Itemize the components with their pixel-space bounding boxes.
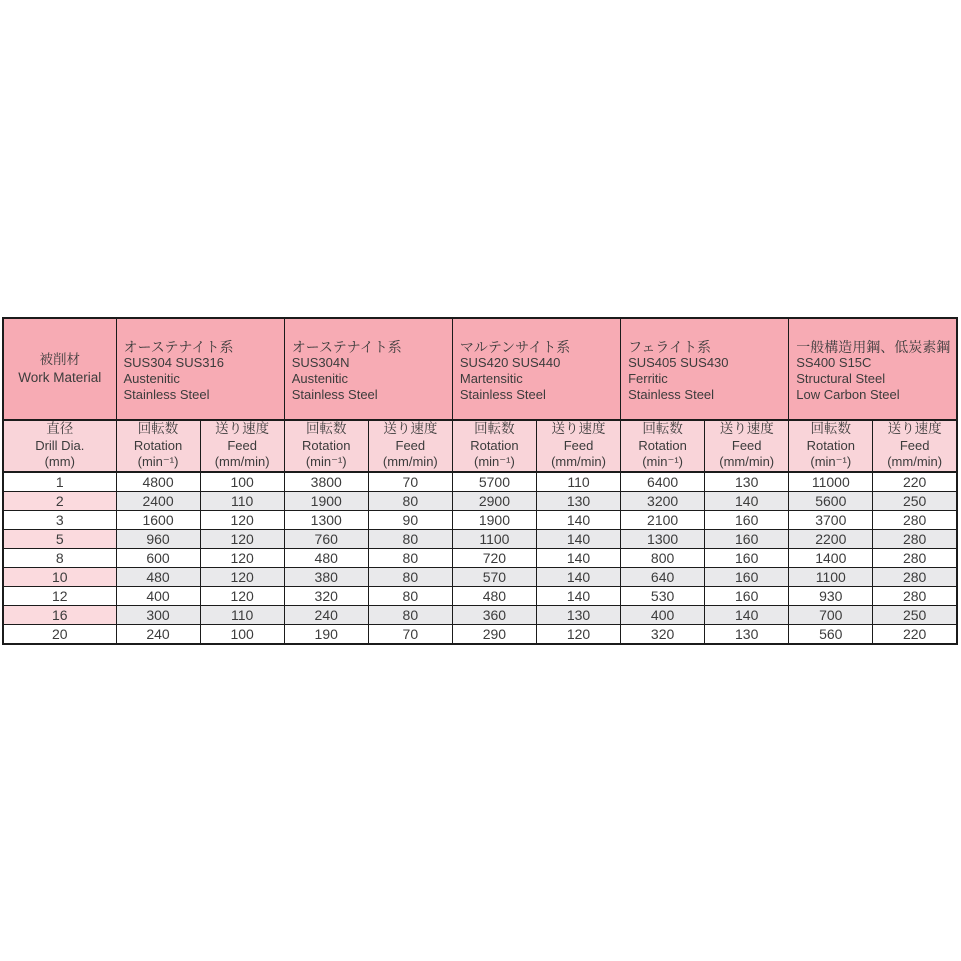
value-cell: 140 — [536, 549, 620, 568]
value-cell: 160 — [705, 568, 789, 587]
material-jp: フェライト系 — [628, 339, 711, 355]
value-cell: 800 — [621, 549, 705, 568]
value-cell: 70 — [368, 472, 452, 492]
material-en2: Stainless Steel — [291, 387, 378, 402]
material-codes: SUS405 SUS430 — [628, 355, 729, 370]
value-cell: 720 — [452, 549, 536, 568]
value-cell: 480 — [116, 568, 200, 587]
material-en2: Stainless Steel — [459, 387, 546, 402]
value-cell: 250 — [873, 606, 957, 625]
value-cell: 130 — [536, 606, 620, 625]
material-en1: Austenitic — [291, 371, 349, 386]
subheader-diameter — [3, 420, 116, 472]
rotation-unit: (min⁻¹) — [810, 454, 852, 470]
rotation-en: Rotation — [133, 437, 183, 453]
table-row — [3, 606, 957, 625]
rotation-jp: 回転数 — [305, 421, 347, 437]
value-cell: 700 — [789, 606, 873, 625]
value-cell: 120 — [200, 568, 284, 587]
rotation-unit: (min⁻¹) — [305, 454, 347, 470]
value-cell: 1300 — [284, 511, 368, 530]
value-cell: 280 — [873, 587, 957, 606]
material-en1: Structural Steel — [796, 371, 886, 386]
value-cell: 90 — [368, 511, 452, 530]
material-jp: 一般構造用鋼、低炭素鋼 — [796, 339, 951, 355]
value-cell: 4800 — [116, 472, 200, 492]
table-row — [3, 492, 957, 511]
value-cell: 2900 — [452, 492, 536, 511]
value-cell: 160 — [705, 530, 789, 549]
material-jp: マルテンサイト系 — [459, 339, 571, 355]
value-cell: 120 — [200, 530, 284, 549]
value-cell: 1100 — [452, 530, 536, 549]
value-cell: 120 — [536, 625, 620, 645]
value-cell: 240 — [116, 625, 200, 645]
material-en1: Martensitic — [459, 371, 523, 386]
rotation-en: Rotation — [806, 437, 855, 453]
table-row — [3, 587, 957, 606]
value-cell: 80 — [368, 606, 452, 625]
material-header-ss400 — [789, 318, 957, 420]
material-en1: Ferritic — [628, 371, 668, 386]
value-cell: 480 — [284, 549, 368, 568]
rotation-jp: 回転数 — [474, 421, 515, 437]
value-cell: 5700 — [452, 472, 536, 492]
feed-en: Feed — [395, 437, 426, 453]
rotation-jp: 回転数 — [137, 421, 179, 437]
value-cell: 2100 — [621, 511, 705, 530]
value-cell: 190 — [284, 625, 368, 645]
material-codes: SUS304 SUS316 — [123, 355, 224, 370]
value-cell: 5600 — [789, 492, 873, 511]
subheader-feed — [873, 420, 957, 472]
value-cell: 3800 — [284, 472, 368, 492]
material-header-row — [3, 318, 957, 420]
table-row — [3, 625, 957, 645]
value-cell: 130 — [536, 492, 620, 511]
subheader-rotation — [116, 420, 200, 472]
value-cell: 140 — [536, 568, 620, 587]
feed-unit: (mm/min) — [887, 454, 943, 470]
value-cell: 640 — [621, 568, 705, 587]
feed-en: Feed — [227, 437, 257, 453]
table-row — [3, 549, 957, 568]
value-cell: 400 — [116, 587, 200, 606]
rotation-unit: (min⁻¹) — [642, 454, 683, 470]
table-row — [3, 530, 957, 549]
value-cell: 320 — [284, 587, 368, 606]
value-cell: 140 — [705, 606, 789, 625]
value-cell: 120 — [200, 587, 284, 606]
value-cell: 400 — [621, 606, 705, 625]
material-header-sus304n — [284, 318, 452, 420]
value-cell: 2400 — [116, 492, 200, 511]
value-cell: 160 — [705, 511, 789, 530]
rotation-jp: 回転数 — [810, 421, 852, 437]
value-cell: 1900 — [452, 511, 536, 530]
dia-cell: 12 — [3, 587, 116, 606]
feed-en: Feed — [899, 437, 930, 453]
material-codes: SUS304N — [291, 355, 350, 370]
value-cell: 11000 — [789, 472, 873, 492]
subheader-feed — [705, 420, 789, 472]
value-cell: 220 — [873, 472, 957, 492]
dia-unit: (mm) — [44, 454, 75, 470]
dia-cell: 5 — [3, 530, 116, 549]
drill-spec-table — [2, 317, 958, 645]
value-cell: 140 — [705, 492, 789, 511]
value-cell: 560 — [789, 625, 873, 645]
value-cell: 140 — [536, 530, 620, 549]
rotation-unit: (min⁻¹) — [474, 454, 515, 470]
value-cell: 320 — [621, 625, 705, 645]
value-cell: 280 — [873, 530, 957, 549]
material-codes: SUS420 SUS440 — [459, 355, 561, 370]
value-cell: 1300 — [621, 530, 705, 549]
subheader-feed — [368, 420, 452, 472]
value-cell: 130 — [705, 472, 789, 492]
corner-jp: 被削材 — [39, 352, 80, 367]
subheader-feed — [200, 420, 284, 472]
feed-jp: 送り速度 — [383, 421, 438, 437]
subheader-rotation — [789, 420, 873, 472]
dia-en: Drill Dia. — [35, 437, 85, 453]
material-header-sus304 — [116, 318, 284, 420]
rotation-en: Rotation — [302, 437, 351, 453]
subheader-rotation — [621, 420, 705, 472]
value-cell: 6400 — [621, 472, 705, 492]
value-cell: 280 — [873, 568, 957, 587]
table-row — [3, 472, 957, 492]
subheader-rotation — [284, 420, 368, 472]
dia-cell: 8 — [3, 549, 116, 568]
value-cell: 80 — [368, 530, 452, 549]
column-header-row — [3, 420, 957, 472]
feed-en: Feed — [563, 437, 594, 453]
value-cell: 160 — [705, 587, 789, 606]
value-cell: 1600 — [116, 511, 200, 530]
material-en1: Austenitic — [123, 371, 180, 386]
feed-en: Feed — [731, 437, 762, 453]
rotation-jp: 回転数 — [642, 421, 683, 437]
feed-jp: 送り速度 — [551, 421, 606, 437]
feed-unit: (mm/min) — [214, 454, 270, 470]
dia-cell: 16 — [3, 606, 116, 625]
value-cell: 250 — [873, 492, 957, 511]
corner-en: Work Material — [18, 370, 102, 385]
subheader-rotation — [452, 420, 536, 472]
dia-cell: 3 — [3, 511, 116, 530]
material-header-sus405 — [621, 318, 789, 420]
value-cell: 80 — [368, 492, 452, 511]
feed-jp: 送り速度 — [719, 421, 774, 437]
value-cell: 2200 — [789, 530, 873, 549]
value-cell: 930 — [789, 587, 873, 606]
value-cell: 380 — [284, 568, 368, 587]
dia-cell: 1 — [3, 472, 116, 492]
value-cell: 300 — [116, 606, 200, 625]
value-cell: 1400 — [789, 549, 873, 568]
material-en2: Stainless Steel — [628, 387, 715, 402]
feed-jp: 送り速度 — [215, 421, 270, 437]
material-codes: SS400 S15C — [796, 355, 872, 370]
value-cell: 80 — [368, 587, 452, 606]
value-cell: 600 — [116, 549, 200, 568]
value-cell: 110 — [200, 606, 284, 625]
material-header-sus420 — [452, 318, 620, 420]
material-jp: オーステナイト系 — [291, 339, 402, 355]
table-row — [3, 568, 957, 587]
value-cell: 240 — [284, 606, 368, 625]
value-cell: 1100 — [789, 568, 873, 587]
feed-unit: (mm/min) — [551, 454, 606, 470]
feed-unit: (mm/min) — [382, 454, 438, 470]
value-cell: 110 — [536, 472, 620, 492]
value-cell: 130 — [705, 625, 789, 645]
value-cell: 160 — [705, 549, 789, 568]
dia-cell: 2 — [3, 492, 116, 511]
value-cell: 1900 — [284, 492, 368, 511]
value-cell: 3700 — [789, 511, 873, 530]
value-cell: 100 — [200, 472, 284, 492]
value-cell: 120 — [200, 549, 284, 568]
material-en2: Low Carbon Steel — [796, 387, 900, 402]
value-cell: 480 — [452, 587, 536, 606]
value-cell: 280 — [873, 511, 957, 530]
value-cell: 140 — [536, 587, 620, 606]
value-cell: 110 — [200, 492, 284, 511]
rotation-unit: (min⁻¹) — [137, 454, 179, 470]
table-row — [3, 511, 957, 530]
rotation-en: Rotation — [470, 437, 519, 453]
value-cell: 3200 — [621, 492, 705, 511]
corner-cell — [3, 318, 116, 420]
feed-jp: 送り速度 — [887, 421, 942, 437]
value-cell: 70 — [368, 625, 452, 645]
value-cell: 570 — [452, 568, 536, 587]
value-cell: 280 — [873, 549, 957, 568]
value-cell: 290 — [452, 625, 536, 645]
dia-cell: 20 — [3, 625, 116, 645]
dia-jp: 直径 — [46, 421, 74, 437]
value-cell: 760 — [284, 530, 368, 549]
dia-cell: 10 — [3, 568, 116, 587]
subheader-feed — [536, 420, 620, 472]
value-cell: 80 — [368, 568, 452, 587]
material-jp: オーステナイト系 — [123, 339, 234, 355]
value-cell: 530 — [621, 587, 705, 606]
value-cell: 360 — [452, 606, 536, 625]
value-cell: 220 — [873, 625, 957, 645]
value-cell: 100 — [200, 625, 284, 645]
rotation-en: Rotation — [638, 437, 687, 453]
value-cell: 140 — [536, 511, 620, 530]
value-cell: 120 — [200, 511, 284, 530]
feed-unit: (mm/min) — [719, 454, 775, 470]
value-cell: 960 — [116, 530, 200, 549]
value-cell: 80 — [368, 549, 452, 568]
material-en2: Stainless Steel — [123, 387, 210, 402]
